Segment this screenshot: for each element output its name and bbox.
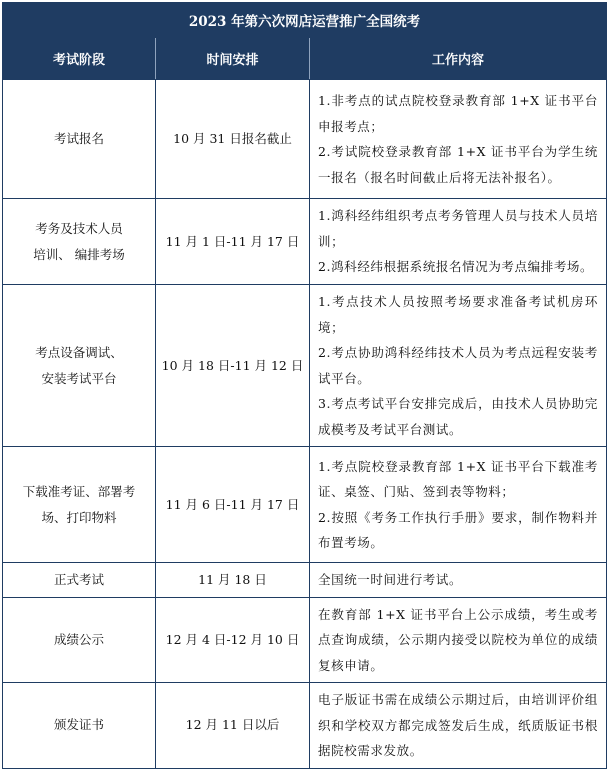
stage-line: 下载准考证、部署考 bbox=[22, 483, 136, 499]
header-content: 工作内容 bbox=[310, 38, 607, 80]
content-item: 1.考点院校登录教育部 1+X 证书平台下载准考证、桌签、门贴、签到表等物料； bbox=[318, 458, 599, 499]
stage-line: 考试报名 bbox=[53, 131, 104, 146]
table-row bbox=[3, 563, 607, 598]
content-item: 1.考点技术人员按照考场要求准备考试机房环境； bbox=[318, 294, 599, 335]
table-row bbox=[3, 285, 607, 447]
time-cell: 12 月 11 日以后 bbox=[156, 683, 310, 769]
stage-cell bbox=[3, 597, 156, 683]
stage-line: 安装考试平台 bbox=[41, 370, 117, 386]
content-item: 2.鸿科经纬根据系统报名情况为考点编排考场。 bbox=[318, 259, 594, 275]
stage-line: 颁发证书 bbox=[53, 717, 104, 733]
stage-cell bbox=[3, 285, 156, 447]
stage-line: 场、打印物料 bbox=[41, 509, 117, 525]
time-cell: 10 月 18 日-11 月 12 日 bbox=[156, 285, 310, 447]
time-cell: 11 月 1 日-11 月 17 日 bbox=[156, 199, 310, 285]
content-item: 2.按照《考务工作执行手册》要求，制作物料并布置考场。 bbox=[318, 509, 599, 550]
content-item: 1.鸿科经纬组织考点考务管理人员与技术人员培训； bbox=[318, 208, 599, 249]
content-cell bbox=[310, 683, 607, 769]
content-cell bbox=[310, 447, 607, 563]
header-stage: 考试阶段 bbox=[3, 38, 156, 80]
table-row bbox=[3, 683, 607, 769]
table-row bbox=[3, 447, 607, 563]
stage-line: 培训、 编排考场 bbox=[33, 246, 125, 262]
content-item: 全国统一时间进行考试。 bbox=[318, 572, 463, 587]
content-item: 2.考点协助鸿科经纬技术人员为考点远程安装考试平台。 bbox=[318, 345, 599, 386]
content-cell bbox=[310, 563, 607, 598]
content-item: 电子版证书需在成绩公示期过后，由培训评价组织和学校双方都完成签发后生成，纸质版证书根据院校需求发放。 bbox=[318, 692, 599, 758]
stage-cell bbox=[3, 80, 156, 199]
stage-line: 考务及技术人员 bbox=[35, 220, 123, 236]
table-title: 2023 年第六次网店运营推广全国统考 bbox=[3, 3, 607, 38]
header-time: 时间安排 bbox=[156, 38, 310, 80]
content-item: 2.考试院校登录教育部 1+X 证书平台为学生统一报名（报名时间截止后将无法补报名）。 bbox=[318, 144, 599, 185]
stage-cell bbox=[3, 199, 156, 285]
content-cell bbox=[310, 80, 607, 199]
table-row bbox=[3, 80, 607, 199]
table-row bbox=[3, 597, 607, 683]
stage-cell bbox=[3, 447, 156, 563]
stage-cell bbox=[3, 563, 156, 598]
content-item: 3.考点考试平台安排完成后，由技术人员协助完成模考及考试平台测试。 bbox=[318, 396, 599, 437]
time-cell: 11 月 18 日 bbox=[156, 563, 310, 598]
stage-line: 正式考试 bbox=[53, 571, 104, 587]
time-cell: 12 月 4 日-12 月 10 日 bbox=[156, 597, 310, 683]
content-cell bbox=[310, 285, 607, 447]
content-item: 1.非考点的试点院校登录教育部 1+X 证书平台申报考点； bbox=[318, 93, 599, 134]
content-cell bbox=[310, 597, 607, 683]
table-header-row bbox=[3, 38, 607, 80]
stage-line: 成绩公示 bbox=[53, 631, 104, 647]
content-item: 在教育部 1+X 证书平台上公示成绩，考生或考点查询成绩，公示期内接受以院校为单位的成绩复核申请。 bbox=[318, 606, 599, 673]
stage-cell bbox=[3, 683, 156, 769]
stage-line: 考点设备调试、 bbox=[35, 344, 123, 360]
content-cell bbox=[310, 199, 607, 285]
time-cell: 11 月 6 日-11 月 17 日 bbox=[156, 447, 310, 563]
exam-schedule-table bbox=[2, 2, 607, 769]
table-row bbox=[3, 199, 607, 285]
time-cell: 10 月 31 日报名截止 bbox=[156, 80, 310, 199]
table-title-row bbox=[3, 3, 607, 38]
